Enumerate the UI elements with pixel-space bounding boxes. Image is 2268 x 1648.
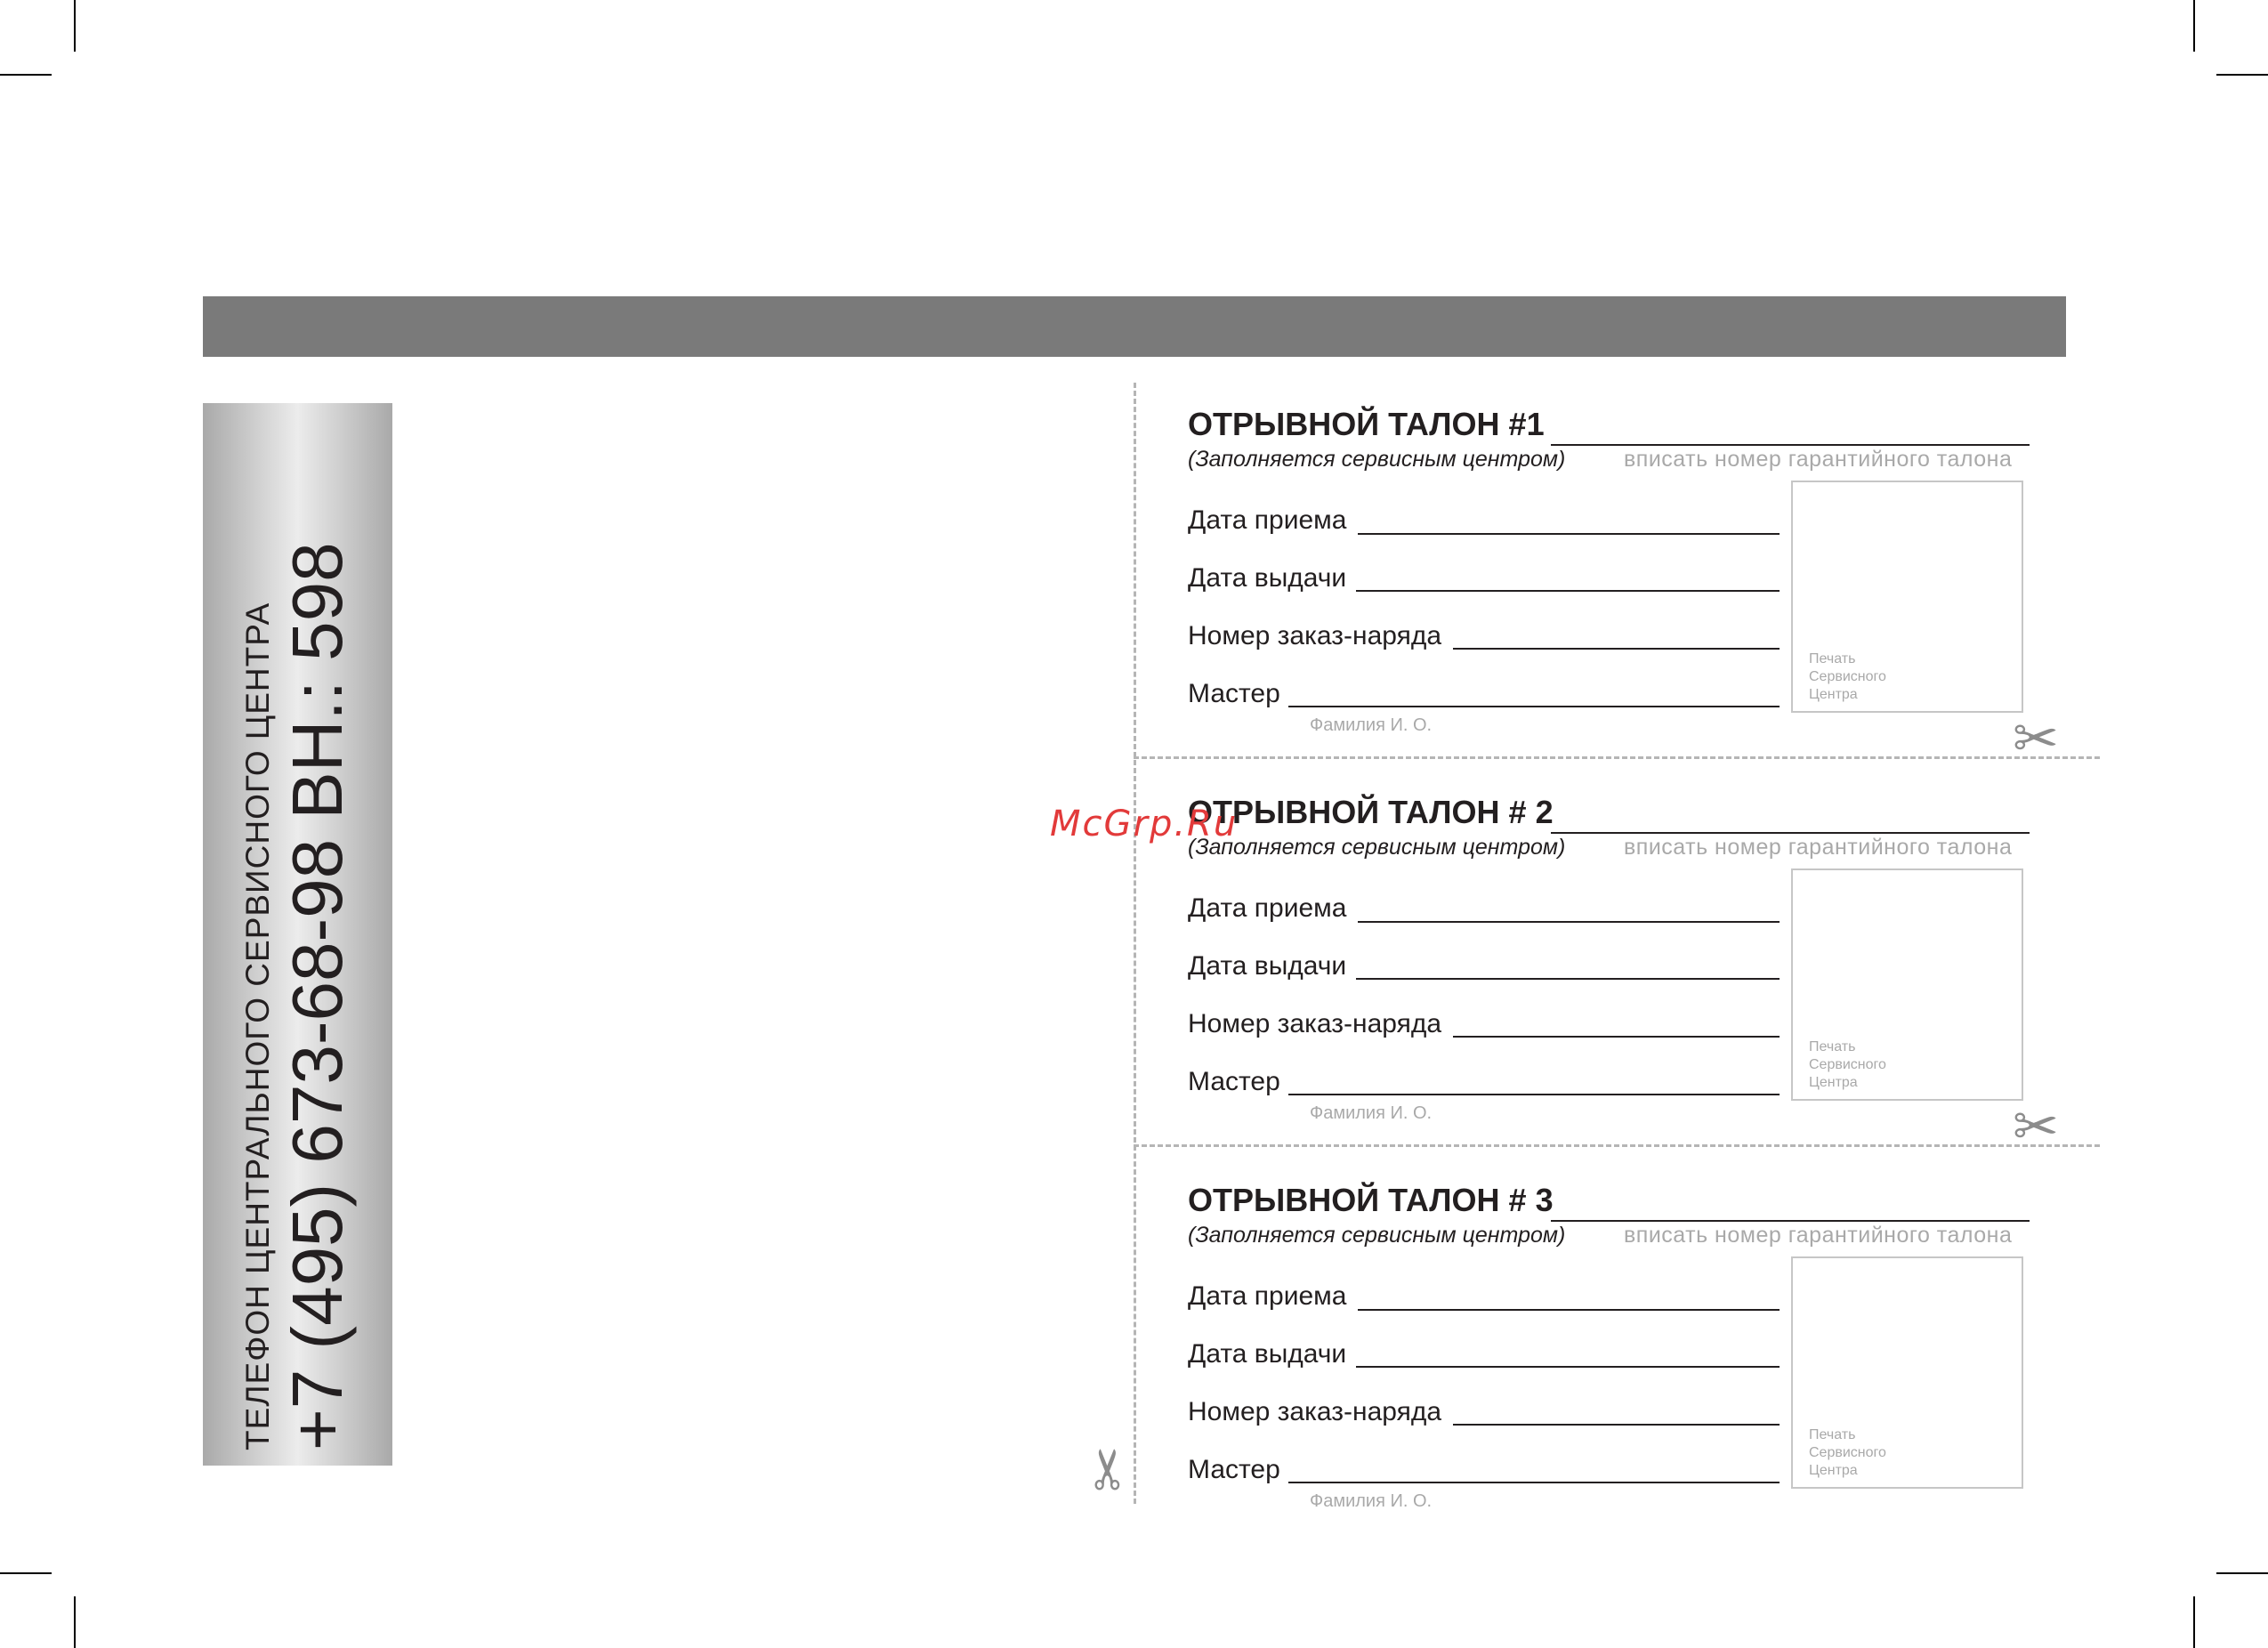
field-line-issue-date: [1356, 978, 1780, 980]
tear-off-coupon-1: [1188, 406, 2078, 780]
master-name-hint: Фамилия И. О.: [1310, 1491, 1433, 1511]
master-name-hint: Фамилия И. О.: [1310, 1103, 1433, 1123]
field-line-reception-date: [1358, 1309, 1780, 1311]
field-label-order-number: Номер заказ-наряда: [1188, 621, 1442, 650]
service-phone-band: [203, 403, 392, 1466]
field-line-reception-date: [1358, 921, 1780, 923]
stamp-label: Печать Сервисного Центра: [1809, 1039, 1886, 1090]
service-phone-number: +7 (495) 673-68-98 ВН.: 598: [278, 542, 357, 1450]
stamp-box: [1791, 481, 2023, 713]
crop-mark: [2193, 0, 2195, 52]
field-line-reception-date: [1358, 533, 1780, 535]
stamp-box: [1791, 868, 2023, 1101]
service-phone-block: [213, 418, 382, 1450]
crop-mark: [2216, 74, 2268, 76]
coupon-title: ОТРЫВНОЙ ТАЛОН # 3: [1188, 1182, 1554, 1218]
tear-off-coupon-2: [1188, 794, 2078, 1167]
field-line-issue-date: [1356, 590, 1780, 592]
coupon-title: ОТРЫВНОЙ ТАЛОН # 2: [1188, 794, 1554, 830]
crop-mark: [0, 74, 52, 76]
field-label-issue-date: Дата выдачи: [1188, 563, 1347, 593]
scissors-icon: ✂: [2013, 708, 2059, 770]
coupon-subtitle: (Заполняется сервисным центром): [1188, 835, 1566, 860]
coupon-number-line: [1551, 832, 2030, 834]
service-phone-title: ТЕЛЕФОН ЦЕНТРАЛЬНОГО СЕРВИСНОГО ЦЕНТРА: [239, 602, 276, 1450]
crop-mark: [0, 1572, 52, 1574]
header-bar: [203, 296, 2066, 357]
field-label-master: Мастер: [1188, 1455, 1280, 1484]
field-label-reception-date: Дата приема: [1188, 893, 1347, 923]
field-label-issue-date: Дата выдачи: [1188, 951, 1347, 981]
field-line-order-number: [1453, 1036, 1780, 1038]
coupon-subtitle: (Заполняется сервисным центром): [1188, 1223, 1566, 1248]
field-line-master: [1288, 706, 1780, 707]
stamp-label: Печать Сервисного Центра: [1809, 651, 1886, 702]
coupon-number-hint: вписать номер гарантийного талона: [1624, 835, 2013, 860]
coupon-number-hint: вписать номер гарантийного талона: [1624, 447, 2013, 472]
field-label-order-number: Номер заказ-наряда: [1188, 1397, 1442, 1426]
field-label-order-number: Номер заказ-наряда: [1188, 1009, 1442, 1038]
field-line-master: [1288, 1094, 1780, 1095]
stamp-box: [1791, 1256, 2023, 1489]
crop-mark: [74, 0, 76, 52]
coupon-number-line: [1551, 1220, 2030, 1222]
coupon-number-hint: вписать номер гарантийного талона: [1624, 1223, 2013, 1248]
crop-mark: [2193, 1596, 2195, 1648]
tear-off-coupon-3: [1188, 1182, 2078, 1555]
scissors-icon: ✂: [2013, 1096, 2059, 1158]
coupon-number-line: [1551, 444, 2030, 446]
field-line-order-number: [1453, 648, 1780, 650]
field-line-order-number: [1453, 1424, 1780, 1426]
field-label-reception-date: Дата приема: [1188, 1281, 1347, 1311]
stamp-label: Печать Сервисного Центра: [1809, 1427, 1886, 1478]
field-line-master: [1288, 1482, 1780, 1483]
crop-mark: [74, 1596, 76, 1648]
vertical-cut-line: [1134, 383, 1136, 1504]
scissors-icon: ✂: [1078, 1446, 1140, 1492]
field-line-issue-date: [1356, 1366, 1780, 1368]
coupon-title: ОТРЫВНОЙ ТАЛОН #1: [1188, 406, 1545, 442]
watermark: McGrp.Ru: [1050, 804, 1239, 844]
field-label-reception-date: Дата приема: [1188, 505, 1347, 535]
master-name-hint: Фамилия И. О.: [1310, 715, 1433, 735]
field-label-master: Мастер: [1188, 679, 1280, 708]
field-label-issue-date: Дата выдачи: [1188, 1339, 1347, 1369]
coupon-subtitle: (Заполняется сервисным центром): [1188, 447, 1566, 472]
crop-mark: [2216, 1572, 2268, 1574]
field-label-master: Мастер: [1188, 1067, 1280, 1096]
